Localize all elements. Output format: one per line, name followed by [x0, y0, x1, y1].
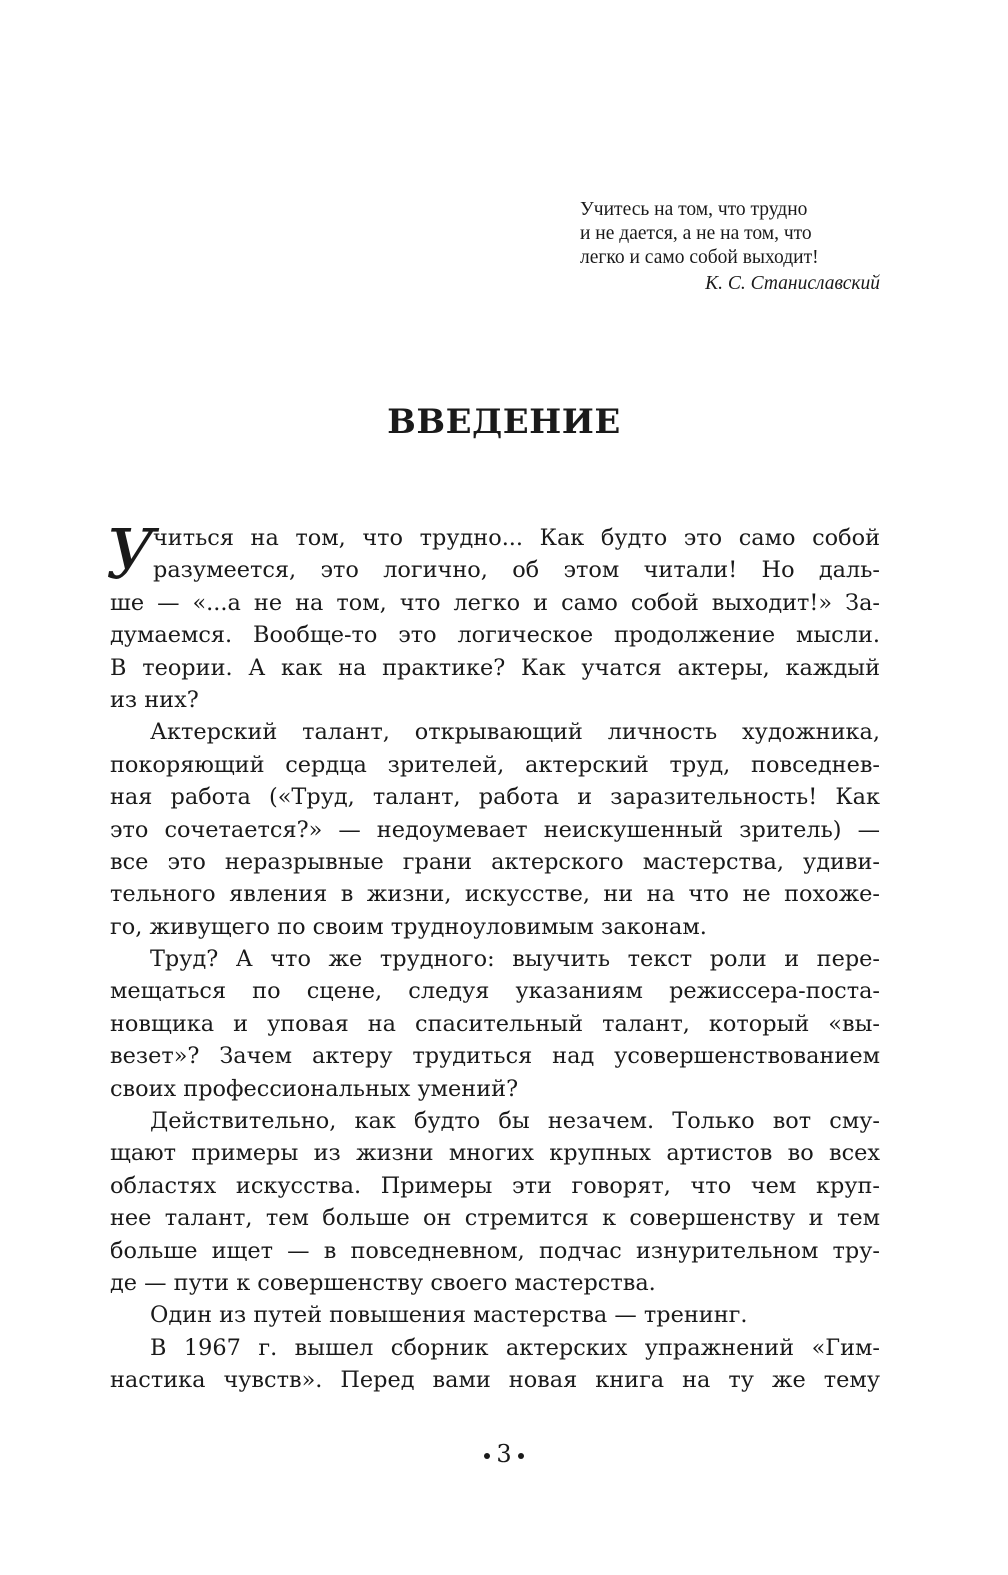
text-line: де — пути к совершенству своего мастерства. [110, 1269, 656, 1296]
text-line: своих профессиональных умений? [110, 1075, 519, 1102]
page-number-value: 3 [496, 1440, 512, 1468]
text-line: ная работа («Труд, талант, работа и заразительность! Как [110, 784, 880, 811]
text-line: новщика и уповая на спасительный талант, который «вы- [110, 1010, 880, 1037]
drop-cap: У [106, 516, 156, 595]
text-line: покоряющий сердца зрителей, актерский труд, повседнев- [110, 751, 880, 778]
text-line: все это неразрывные грани актерского мастерства, удиви- [110, 848, 880, 875]
body-text [106, 516, 880, 1397]
text-line: В 1967 г. вышел сборник актерских упражнений «Гим- [150, 1334, 880, 1361]
text-line: го, живущего по своим трудноуловимым законам. [110, 913, 707, 940]
text-line: тельного явления в жизни, искусстве, ни на что не похоже- [110, 881, 880, 908]
text-line: областях искусства. Примеры эти говорят, что чем круп- [110, 1172, 880, 1199]
text-line: щают примеры из жизни многих крупных артистов во всех [110, 1140, 880, 1167]
text-line: это сочетается?» — недоумевает неискушенный зритель) — [110, 816, 880, 843]
text-line: читься на том, что трудно... Как будто это само собой [153, 525, 880, 551]
page-number [0, 1440, 1008, 1468]
text-line: больше ищет — в повседневном, подчас изнурительном тру- [110, 1237, 880, 1264]
epigraph-line: легко и само собой выходит! [580, 247, 819, 268]
text-line: из них? [110, 686, 199, 713]
bullet-dot-icon [484, 1453, 490, 1459]
text-line: Действительно, как будто бы незачем. Только вот сму- [150, 1108, 880, 1135]
text-line: Труд? А что же трудного: выучить текст роли и пере- [150, 946, 880, 973]
text-line: думаемся. Вообще-то это логическое продолжение мысли. [110, 622, 880, 649]
chapter-title: ВВЕДЕНИЕ [387, 402, 621, 442]
text-line: везет»? Зачем актеру трудиться над усовершенствованием [110, 1043, 880, 1070]
text-line: ше — «...а не на том, что легко и само собой выходит!» За- [110, 589, 880, 616]
text-line: мещаться по сцене, следуя указаниям режиссера-поста- [110, 978, 880, 1005]
epigraph-line: и не дается, а не на том, что [580, 223, 812, 244]
text-line: Один из путей повышения мастерства — тренинг. [150, 1302, 748, 1329]
text-line: Актерский талант, открывающий личность художника, [150, 719, 880, 746]
text-line: нее талант, тем больше он стремится к совершенству и тем [110, 1205, 880, 1232]
epigraph-author: К. С. Станиславский [705, 273, 880, 294]
text-line: разумеется, это логично, об этом читали! Но даль- [153, 557, 880, 584]
bullet-dot-icon [518, 1453, 524, 1459]
text-line: настика чувств». Перед вами новая книга на ту же тему [110, 1367, 880, 1394]
text-line: В теории. А как на практике? Как учатся актеры, каждый [110, 654, 880, 681]
epigraph-line: Учитесь на том, что трудно [580, 199, 808, 220]
epigraph [580, 198, 880, 296]
